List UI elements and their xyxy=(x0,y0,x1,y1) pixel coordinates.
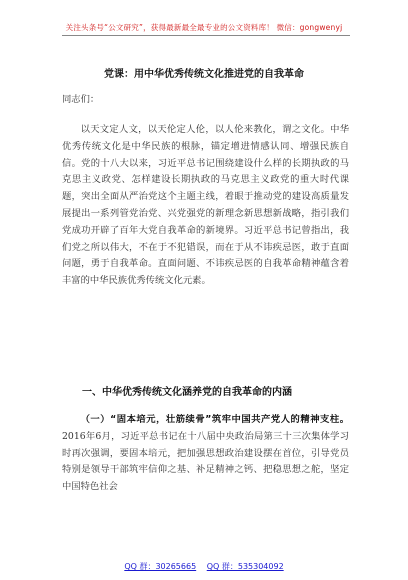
footer xyxy=(0,561,408,572)
paragraph-2-body: 2016年6月，习近平总书记在十八届中央政治局第三十三次集体学习时再次强调，要固本培元，把加强思想政治建设摆在首位，引导党员特别是领导干部筑牢信仰之基、补足精神之钙、把稳思想之舵，坚定中国特色社会 xyxy=(62,430,349,493)
header-divider xyxy=(62,35,350,36)
paragraph-2-lead: （一）“固本培元，壮筋续骨”筑牢中国共产党人的精神支柱。 xyxy=(80,414,349,425)
document-title: 党课：用中华优秀传统文化推进党的自我革命 xyxy=(104,69,304,80)
footer-qq-group-1[interactable]: QQ 群：30265665 xyxy=(124,562,197,571)
section-heading-1: 一、中华优秀传统文化涵养党的自我革命的内涵 xyxy=(82,387,292,398)
header-banner: 关注头条号“公文研究”，获得最新最全最专业的公文资料库！ 微信：gongwenyj xyxy=(65,23,343,32)
paragraph-2 xyxy=(62,412,349,496)
paragraph-1: 以天文定人文，以天伦定人伦，以人伦来教化，谓之文化。中华优秀传统文化是中华民族的根脉，锚定增进情感认同、增强民族自信。党的十八大以来，习近平总书记围绕建设什么样的长期执政的马克思主义政党、怎样建设长期执政的马克思主义政党的重大时代课题，突出全面从严治党这个主题主线，着眼于推动党的建设高质量发展提出一系列管党治党、兴党强党的新理念新思想新战略，指引我们党成功开辟了百年大党自我革命的新境界。习近平总书记曾指出，我们党之所以伟大，不在于不犯错误，而在于从不讳疾忌医，敢于直面问题，勇于自我革命。直面问题、不讳疾忌医的自我革命精神蕴含着丰富的中华民族优秀传统文化元素。 xyxy=(62,124,349,287)
greeting: 同志们： xyxy=(62,94,100,105)
footer-qq-group-2[interactable]: QQ 群：535304092 xyxy=(206,562,284,571)
